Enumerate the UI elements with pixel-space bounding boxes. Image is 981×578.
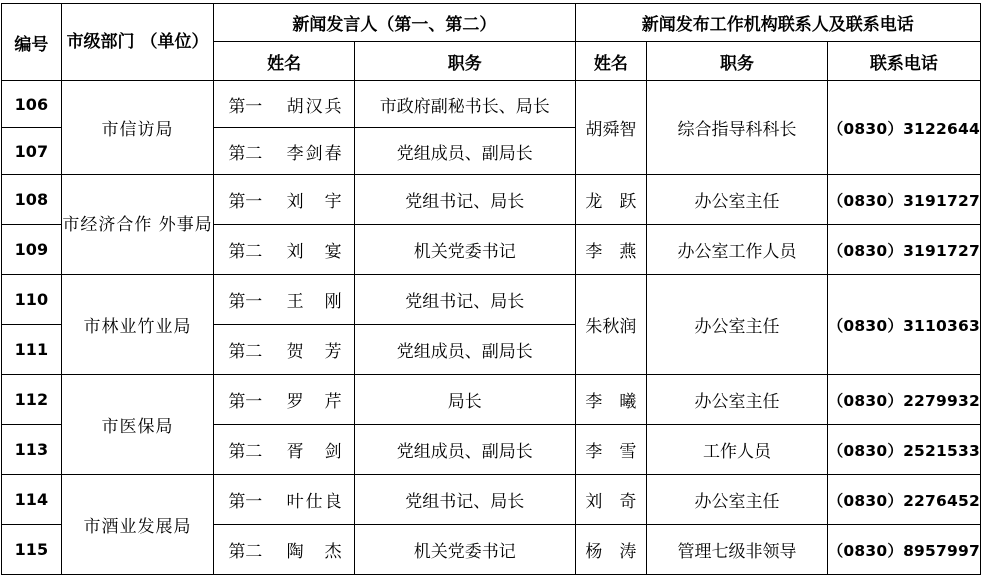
speaker-position: 党组书记、局长: [355, 175, 576, 225]
department-name: 市酒业发展局: [61, 475, 214, 575]
header-sp-name: 姓名: [214, 42, 355, 81]
speaker-position: 党组书记、局长: [355, 475, 576, 525]
contact-phone: （0830）2276452: [827, 475, 980, 525]
row-number: 115: [2, 525, 62, 575]
speaker-name: 李剑春: [281, 128, 355, 175]
contact-position: 办公室主任: [647, 375, 827, 425]
department-name: 市林业竹业局: [61, 275, 214, 375]
row-number: 106: [2, 81, 62, 128]
header-ct-phone: 联系电话: [827, 42, 980, 81]
speaker-name: 王 刚: [281, 275, 355, 325]
contact-position: 办公室主任: [647, 275, 827, 375]
contact-position: 工作人员: [647, 425, 827, 475]
spokesperson-table: [1, 3, 981, 575]
speaker-seq: 第二: [214, 525, 281, 575]
speaker-position: 局长: [355, 375, 576, 425]
contact-position: 办公室主任: [647, 475, 827, 525]
header-number: 编号: [2, 4, 62, 81]
header-row-1: [2, 4, 981, 42]
contact-phone: （0830）8957997: [827, 525, 980, 575]
speaker-position: 市政府副秘书长、局长: [355, 81, 576, 128]
speaker-name: 陶 杰: [281, 525, 355, 575]
speaker-seq: 第二: [214, 225, 281, 275]
contact-name: 朱秋润: [575, 275, 647, 375]
speaker-seq: 第一: [214, 275, 281, 325]
department-name: 市信访局: [61, 81, 214, 175]
speaker-position: 党组成员、副局长: [355, 425, 576, 475]
speaker-position: 党组成员、副局长: [355, 325, 576, 375]
contact-phone: （0830）2279932: [827, 375, 980, 425]
contact-name: 李 雪: [575, 425, 647, 475]
row-number: 111: [2, 325, 62, 375]
contact-position: 办公室主任: [647, 175, 827, 225]
contact-name: 龙 跃: [575, 175, 647, 225]
contact-position: 综合指导科科长: [647, 81, 827, 175]
contact-phone: （0830）2521533: [827, 425, 980, 475]
row-number: 107: [2, 128, 62, 175]
contact-name: 李 曦: [575, 375, 647, 425]
speaker-name: 胥 剑: [281, 425, 355, 475]
speaker-seq: 第一: [214, 475, 281, 525]
contact-position: 管理七级非领导: [647, 525, 827, 575]
contact-phone: （0830）3191727: [827, 225, 980, 275]
row-number: 109: [2, 225, 62, 275]
contact-phone: （0830）3110363: [827, 275, 980, 375]
speaker-seq: 第一: [214, 175, 281, 225]
header-ct-position: 职务: [647, 42, 827, 81]
speaker-seq: 第二: [214, 325, 281, 375]
contact-name: 胡舜智: [575, 81, 647, 175]
header-spokesperson-group: 新闻发言人（第一、第二）: [214, 4, 575, 42]
contact-phone: （0830）3191727: [827, 175, 980, 225]
row-number: 113: [2, 425, 62, 475]
contact-name: 刘 奇: [575, 475, 647, 525]
table-row: [2, 81, 981, 128]
department-name: 市经济合作 外事局: [61, 175, 214, 275]
speaker-position: 党组书记、局长: [355, 275, 576, 325]
speaker-seq: 第一: [214, 375, 281, 425]
contact-name: 杨 涛: [575, 525, 647, 575]
speaker-name: 刘 宴: [281, 225, 355, 275]
speaker-position: 党组成员、副局长: [355, 128, 576, 175]
table-row: [2, 375, 981, 425]
table-row: [2, 475, 981, 525]
speaker-name: 胡汉兵: [281, 81, 355, 128]
speaker-name: 贺 芳: [281, 325, 355, 375]
header-ct-name: 姓名: [575, 42, 647, 81]
contact-name: 李 燕: [575, 225, 647, 275]
contact-phone: （0830）3122644: [827, 81, 980, 175]
speaker-seq: 第一: [214, 81, 281, 128]
table-row: [2, 175, 981, 225]
speaker-name: 叶仕良: [281, 475, 355, 525]
header-contact-group: 新闻发布工作机构联系人及联系电话: [575, 4, 980, 42]
speaker-name: 刘 宇: [281, 175, 355, 225]
speaker-name: 罗 芹: [281, 375, 355, 425]
speaker-seq: 第二: [214, 425, 281, 475]
header-sp-position: 职务: [355, 42, 576, 81]
department-name: 市医保局: [61, 375, 214, 475]
row-number: 112: [2, 375, 62, 425]
row-number: 110: [2, 275, 62, 325]
row-number: 108: [2, 175, 62, 225]
table-row: [2, 275, 981, 325]
contact-position: 办公室工作人员: [647, 225, 827, 275]
row-number: 114: [2, 475, 62, 525]
speaker-seq: 第二: [214, 128, 281, 175]
header-department: 市级部门 （单位）: [61, 4, 214, 81]
speaker-position: 机关党委书记: [355, 225, 576, 275]
speaker-position: 机关党委书记: [355, 525, 576, 575]
